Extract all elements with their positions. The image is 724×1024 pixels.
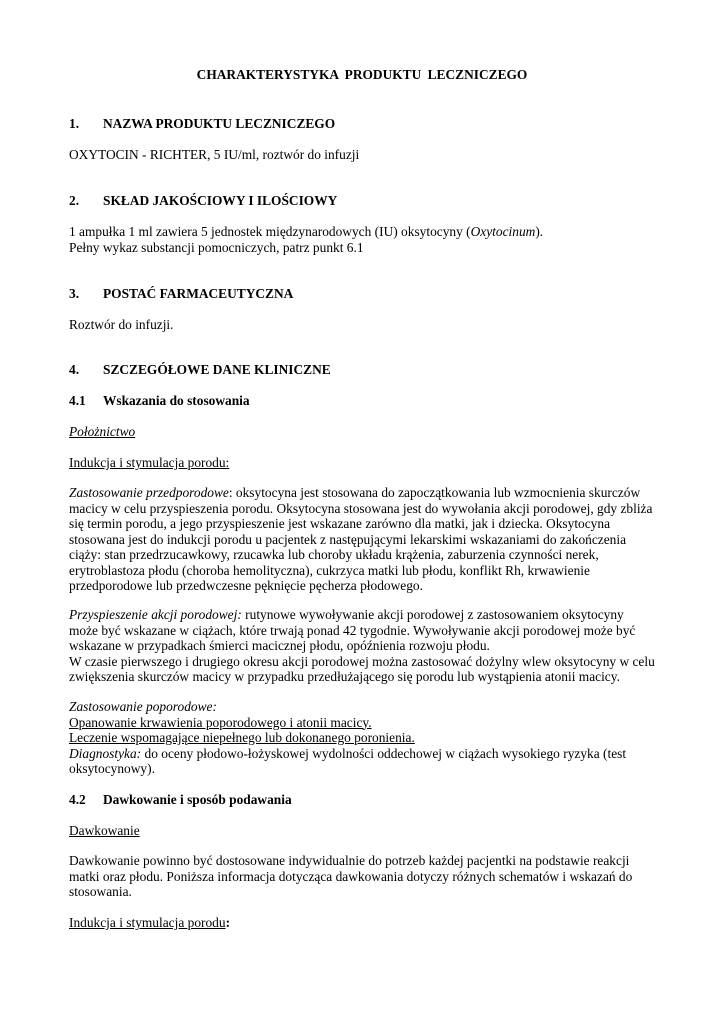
przedporodowe-paragraph	[69, 485, 669, 594]
text-line: może być wskazane w ciążach, które trwają ponad 42 tygodnie. Wywoływanie akcji porodowej może być	[69, 622, 636, 638]
text-run: Indukcja i stymulacja porodu	[69, 915, 226, 930]
text-line	[69, 485, 669, 501]
text-line: Dawkowanie powinno być dostosowane indywidualnie do potrzeb każdej pacjentki na podstawie reakcji	[69, 853, 630, 868]
section-title: NAZWA PRODUKTU LECZNICZEGO	[103, 116, 336, 131]
text-line: Indukcja i stymulacja porodu:	[69, 455, 230, 470]
text-line: OXYTOCIN - RICHTER, 5 IU/ml, roztwór do infuzji	[69, 147, 360, 162]
text-line: stosowania.	[69, 884, 132, 899]
przyspieszenie-paragraph	[69, 607, 669, 685]
text-line: W czasie pierwszego i drugiego okresu akcji porodowej można zastosować dożylny wlew oksytocyny w celu	[69, 653, 655, 669]
section-4-heading	[69, 362, 331, 378]
dawkowanie-paragraph	[69, 853, 669, 900]
text-line	[69, 915, 669, 931]
text-run: :	[225, 915, 231, 930]
text-line	[69, 607, 669, 623]
text-line: zwiększenia skurczów macicy w przypadku przedłużającego się porodu lub wystąpienia atonii macicy.	[69, 669, 620, 684]
text-line: stosowana jest do indukcji porodu u pacjentek z następującymi lekarskimi wskazaniami do zakończenia	[69, 531, 627, 547]
section-title: POSTAĆ FARMACEUTYCZNA	[103, 286, 294, 301]
text-run: : oksytocyna jest stosowana do zapoczątkowania lub wzmocnienia skurczów	[228, 485, 641, 500]
text-line: Leczenie wspomagające niepełnego lub dokonanego poronienia.	[69, 730, 415, 745]
section-1-heading	[69, 116, 335, 132]
poporodowe-paragraph	[69, 699, 669, 777]
text-line: wskazane w przypadkach śmierci macicznej płodu, opóźnienia rozwoju płodu.	[69, 638, 490, 653]
subheading-poloznictwo	[69, 424, 669, 440]
text-line: erytroblastoza płodu (choroba hemolityczna), cukrzyca matki lub płodu, konflikt Rh, krwawienie	[69, 562, 590, 578]
text-line: Pełny wykaz substancji pomocniczych, patrz punkt 6.1	[69, 239, 364, 255]
text-line: oksytocynowy).	[69, 761, 155, 776]
section-number: 1.	[69, 116, 80, 131]
section-number: 2.	[69, 193, 80, 208]
italic-label: Zastosowanie poporodowe:	[69, 699, 217, 714]
section-4-2-heading	[69, 792, 292, 808]
section-number: 3.	[69, 286, 80, 301]
text-run: 1 ampułka 1 ml zawiera 5 jednostek międzynarodowych (IU) oksytocyny (	[69, 224, 471, 239]
text-line: macicy w celu przyspieszenia porodu. Oksytocyna stosowana jest do wywołania akcji porodowej, gdy zbliża	[69, 500, 653, 516]
italic-label: Przyspieszenie akcji porodowej:	[69, 607, 242, 622]
product-name-text	[69, 147, 669, 163]
section-number: 4.1	[69, 393, 86, 408]
subheading-indukcja-2	[69, 915, 669, 931]
text-line	[69, 224, 669, 240]
pharmaceutical-form-text	[69, 317, 669, 333]
section-number: 4.	[69, 362, 80, 377]
subheading-indukcja	[69, 455, 669, 471]
section-title: SKŁAD JAKOŚCIOWY I ILOŚCIOWY	[103, 193, 338, 208]
text-line: matki oraz płodu. Poniższa informacja dotycząca dawkowania dotyczy różnych schematów i wskazań do	[69, 868, 633, 884]
latin-name: Oxytocinum	[470, 224, 536, 239]
text-run: rutynowe wywoływanie akcji porodowej z zastosowaniem oksytocyny	[241, 607, 624, 622]
section-title: SZCZEGÓŁOWE DANE KLINICZNE	[103, 362, 331, 377]
composition-text	[69, 224, 669, 255]
text-line: się termin porodu, a jego przyspieszenie jest wskazane zarówno dla matki, jak i dziecka. Oksytocyna	[69, 516, 611, 531]
text-line: Dawkowanie	[69, 823, 140, 838]
italic-label: Diagnostyka:	[69, 745, 142, 761]
section-title: Dawkowanie i sposób podawania	[103, 792, 292, 807]
section-title: Wskazania do stosowania	[103, 393, 250, 408]
text-line	[69, 746, 669, 762]
text-line: Roztwór do infuzji.	[69, 317, 174, 332]
section-2-heading	[69, 193, 337, 209]
text-line: ciąży: stan przedrzucawkowy, rzucawka lub choroby układu krążenia, zaburzenia czynności nerek,	[69, 547, 599, 562]
text-line: przedporodowe lub przedwczesne pęknięcie pęcherza płodowego.	[69, 578, 423, 593]
document-title: CHARAKTERYSTYKA PRODUKTU LECZNICZEGO	[196, 67, 528, 82]
section-number: 4.2	[69, 792, 86, 807]
text-run: do oceny płodowo-łożyskowej wydolności oddechowej w ciążach wysokiego ryzyka (test	[141, 745, 627, 761]
subheading-dawkowanie	[69, 823, 669, 839]
section-4-1-heading	[69, 393, 250, 409]
section-3-heading	[69, 286, 293, 302]
text-run: ).	[535, 224, 544, 239]
italic-label: Zastosowanie przedporodowe	[69, 485, 229, 500]
text-line: Opanowanie krwawienia poporodowego i atonii macicy.	[69, 714, 372, 730]
text-line: Położnictwo	[69, 424, 136, 439]
